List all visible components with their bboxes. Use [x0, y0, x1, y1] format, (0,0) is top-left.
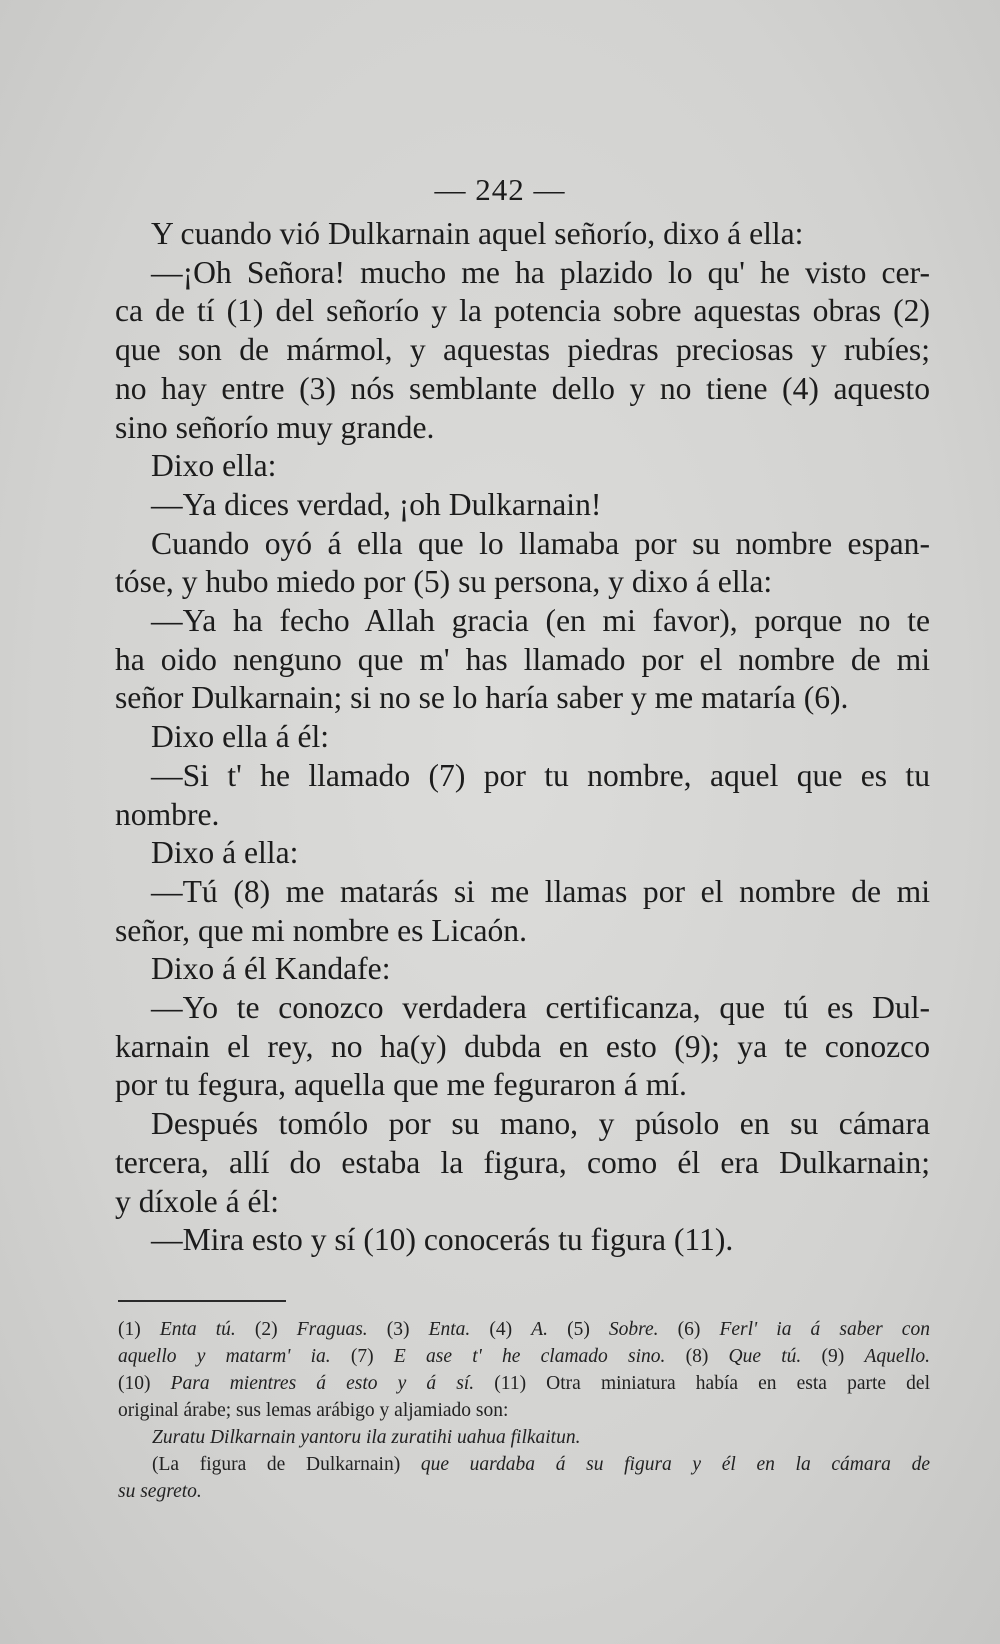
footnote-italic-segment: A. — [531, 1319, 548, 1340]
footnote-italic-segment: Para mientres á esto y á sí. — [170, 1373, 475, 1394]
footnote-italic-segment: su segreto. — [118, 1481, 202, 1502]
body-line: —¡Oh Señora! mucho me ha plazido lo qu' he visto cer- — [151, 254, 930, 290]
footnotes — [118, 1316, 930, 1505]
footnote-segment: (9) — [801, 1346, 865, 1367]
footnote-italic-segment: E ase t' he clamado sino. — [393, 1346, 666, 1367]
footnote-segment: original árabe; sus lemas arábigo y aljamiado son: — [118, 1400, 509, 1421]
footnote-italic-segment: Fraguas. — [296, 1319, 368, 1340]
body-line: ha oido nenguno que m' has llamado por el nombre de mi — [115, 641, 930, 677]
footnote-segment: (6) — [658, 1319, 720, 1340]
body-line: por tu fegura, aquella que me feguraron á mí. — [115, 1067, 687, 1103]
body-line: —Ya dices verdad, ¡oh Dulkarnain! — [151, 486, 602, 522]
footnote-italic-segment: Zuratu Dilkarnain yantoru ila zuratihi uahua filkaitun. — [152, 1427, 581, 1448]
body-line: señor, que mi nombre es Licaón. — [115, 912, 527, 948]
footnote-line — [118, 1424, 930, 1451]
body-line: nombre. — [115, 796, 220, 832]
footnote-italic-segment: Ferl' ia á saber con — [719, 1319, 930, 1340]
body-line: —Yo te conozco verdadera certificanza, que tú es Dul- — [151, 990, 930, 1026]
body-line: Dixo á él Kandafe: — [151, 951, 391, 987]
footnote-line — [118, 1316, 930, 1343]
body-line: Dixo ella: — [151, 448, 277, 484]
body-line: Después tomólo por su mano, y púsolo en su cámara — [151, 1106, 930, 1142]
footnote-segment: (11) Otra miniatura había en esta parte del — [474, 1373, 930, 1394]
footnote-italic-segment: Enta tú. — [159, 1319, 236, 1340]
body-line: —Mira esto y sí (10) conocerás tu figura (11). — [151, 1222, 734, 1258]
footnote-line — [118, 1370, 930, 1397]
footnote-segment: (La figura de Dulkarnain) — [152, 1454, 421, 1475]
footnote-divider — [118, 1300, 286, 1302]
footnote-line — [118, 1343, 930, 1370]
body-line: tóse, y hubo miedo por (5) su persona, y dixo á ella: — [115, 564, 773, 600]
footnote-segment: (3) — [367, 1319, 429, 1340]
body-line: Cuando oyó á ella que lo llamaba por su nombre espan- — [151, 525, 930, 561]
body-line: sino señorío muy grande. — [115, 409, 435, 445]
footnote-italic-segment: Sobre. — [608, 1319, 659, 1340]
body-line: —Tú (8) me matarás si me llamas por el nombre de mi — [151, 873, 930, 909]
body-text — [115, 215, 930, 1260]
footnote-segment: (5) — [548, 1319, 609, 1340]
body-line: señor Dulkarnain; si no se lo haría saber y me mataría (6). — [115, 680, 849, 716]
footnote-segment: (2) — [235, 1319, 297, 1340]
body-line: no hay entre (3) nós semblante dello y no tiene (4) aquesto — [115, 370, 930, 406]
body-line: y díxole á él: — [115, 1183, 280, 1219]
body-line: Y cuando vió Dulkarnain aquel señorío, dixo á ella: — [151, 216, 804, 251]
body-line: —Ya ha fecho Allah gracia (en mi favor), porque no te — [151, 603, 930, 639]
footnote-segment: (10) — [118, 1373, 171, 1394]
body-line: —Si t' he llamado (7) por tu nombre, aquel que es tu — [151, 757, 930, 793]
footnote-italic-segment: Aquello. — [864, 1346, 930, 1367]
footnote-italic-segment: que uardaba á su figura y él en la cámara de — [420, 1454, 930, 1475]
footnote-line — [118, 1478, 930, 1505]
body-line: Dixo á ella: — [151, 835, 299, 871]
footnote-segment: (7) — [330, 1346, 394, 1367]
body-line: ca de tí (1) del señorío y la potencia sobre aquestas obras (2) — [115, 293, 930, 329]
page-number: — 242 — — [434, 172, 566, 207]
footnote-segment: (1) — [118, 1319, 160, 1340]
footnote-italic-segment: Que tú. — [728, 1346, 802, 1367]
footnote-italic-segment: aquello y matarm' ia. — [118, 1346, 331, 1367]
footnote-segment: (4) — [470, 1319, 532, 1340]
footnote-line — [118, 1451, 930, 1478]
footnote-segment: (8) — [665, 1346, 729, 1367]
footnote-line — [118, 1397, 930, 1424]
footnote-italic-segment: Enta. — [428, 1319, 471, 1340]
body-line: Dixo ella á él: — [151, 719, 330, 755]
body-line: karnain el rey, no ha(y) dubda en esto (9); ya te conozco — [115, 1028, 930, 1064]
body-line: que son de mármol, y aquestas piedras preciosas y rubíes; — [115, 332, 930, 368]
body-line: tercera, allí do estaba la figura, como él era Dulkarnain; — [115, 1144, 930, 1180]
